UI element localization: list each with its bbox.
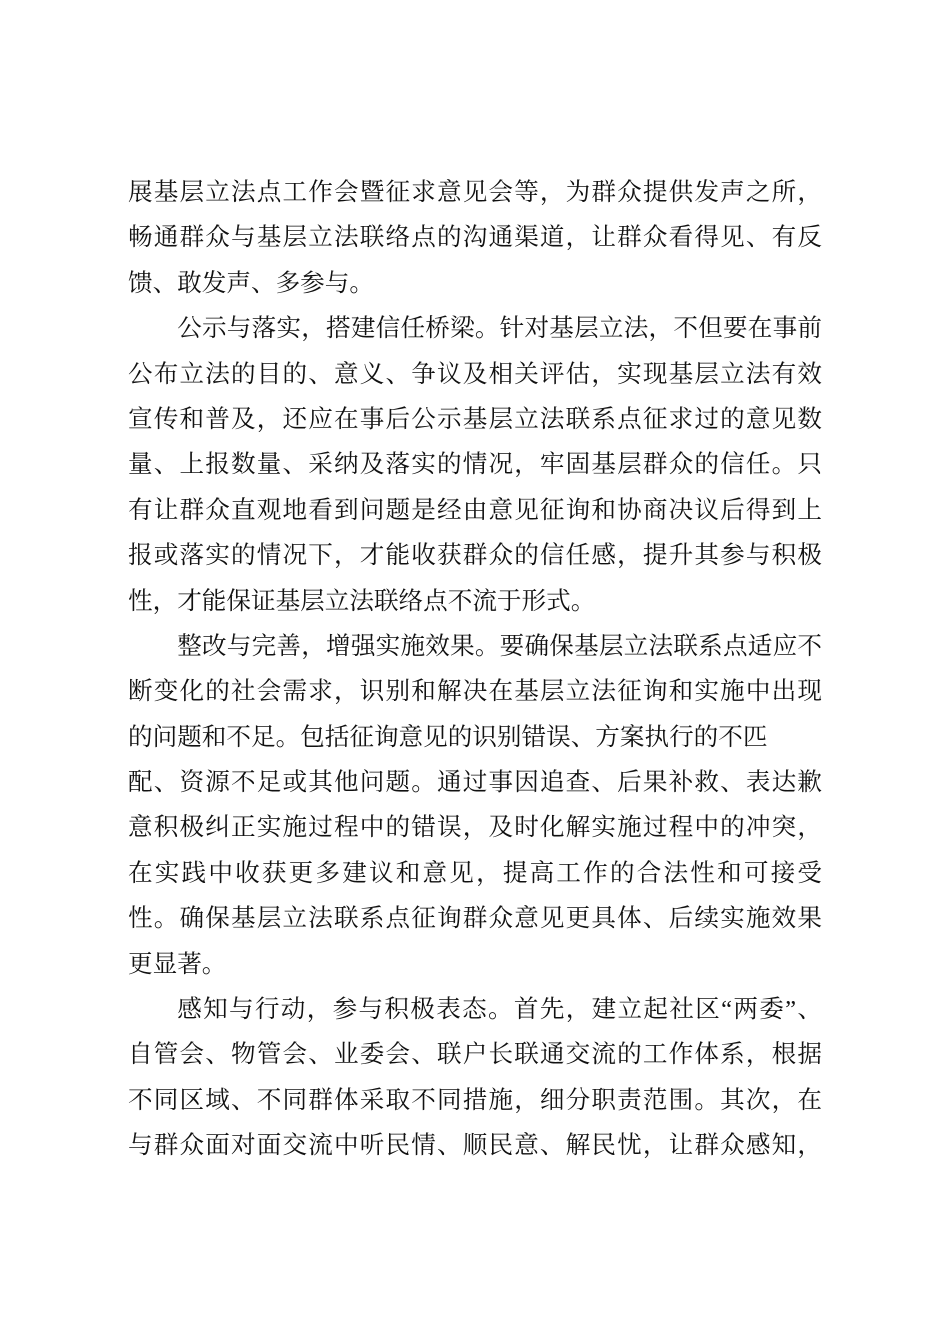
text-line: 与群众面对面交流中听民情、顺民意、解民忧，让群众感知， — [128, 1132, 822, 1160]
text-line: 公示与落实，搭建信任桥梁。针对基层立法，不但要在事前 — [177, 315, 822, 343]
document-body — [128, 170, 822, 1169]
text-line: 感知与行动，参与积极表态。首先，建立起社区“两委”、 — [177, 996, 822, 1024]
text-line: 的问题和不足。包括征询意见的识别错误、方案执行的不匹 — [128, 723, 768, 751]
text-line: 有让群众直观地看到问题是经由意见征询和协商决议后得到上 — [128, 496, 822, 524]
text-line: 更显著。 — [128, 950, 227, 978]
text-line: 配、资源不足或其他问题。通过事因追查、后果补救、表达歉 — [128, 769, 822, 797]
text-line: 公布立法的目的、意义、争议及相关评估，实现基层立法有效 — [128, 360, 822, 388]
text-line: 自管会、物管会、业委会、联户长联通交流的工作体系，根据 — [128, 1041, 822, 1069]
text-line: 畅通群众与基层立法联络点的沟通渠道，让群众看得见、有反 — [128, 224, 822, 252]
text-line: 整改与完善，增强实施效果。要确保基层立法联系点适应不 — [177, 632, 822, 660]
text-line: 在实践中收获更多建议和意见，提高工作的合法性和可接受 — [128, 859, 822, 887]
text-line: 性。确保基层立法联系点征询群众意见更具体、后续实施效果 — [128, 905, 822, 933]
text-line: 断变化的社会需求，识别和解决在基层立法征询和实施中出现 — [128, 678, 822, 706]
text-line: 不同区域、不同群体采取不同措施，细分职责范围。其次，在 — [128, 1086, 822, 1114]
text-line: 宣传和普及，还应在事后公示基层立法联系点征求过的意见数 — [128, 405, 822, 433]
text-line: 馈、敢发声、多参与。 — [128, 269, 374, 297]
text-line: 性，才能保证基层立法联络点不流于形式。 — [128, 587, 596, 615]
text-line: 量、上报数量、采纳及落实的情况，牢固基层群众的信任。只 — [128, 451, 822, 479]
text-line: 展基层立法点工作会暨征求意见会等，为群众提供发声之所， — [128, 179, 822, 206]
text-line: 报或落实的情况下，才能收获群众的信任感，提升其参与积极 — [128, 542, 822, 570]
text-line: 意积极纠正实施过程中的错误，及时化解实施过程中的冲突， — [128, 814, 822, 842]
